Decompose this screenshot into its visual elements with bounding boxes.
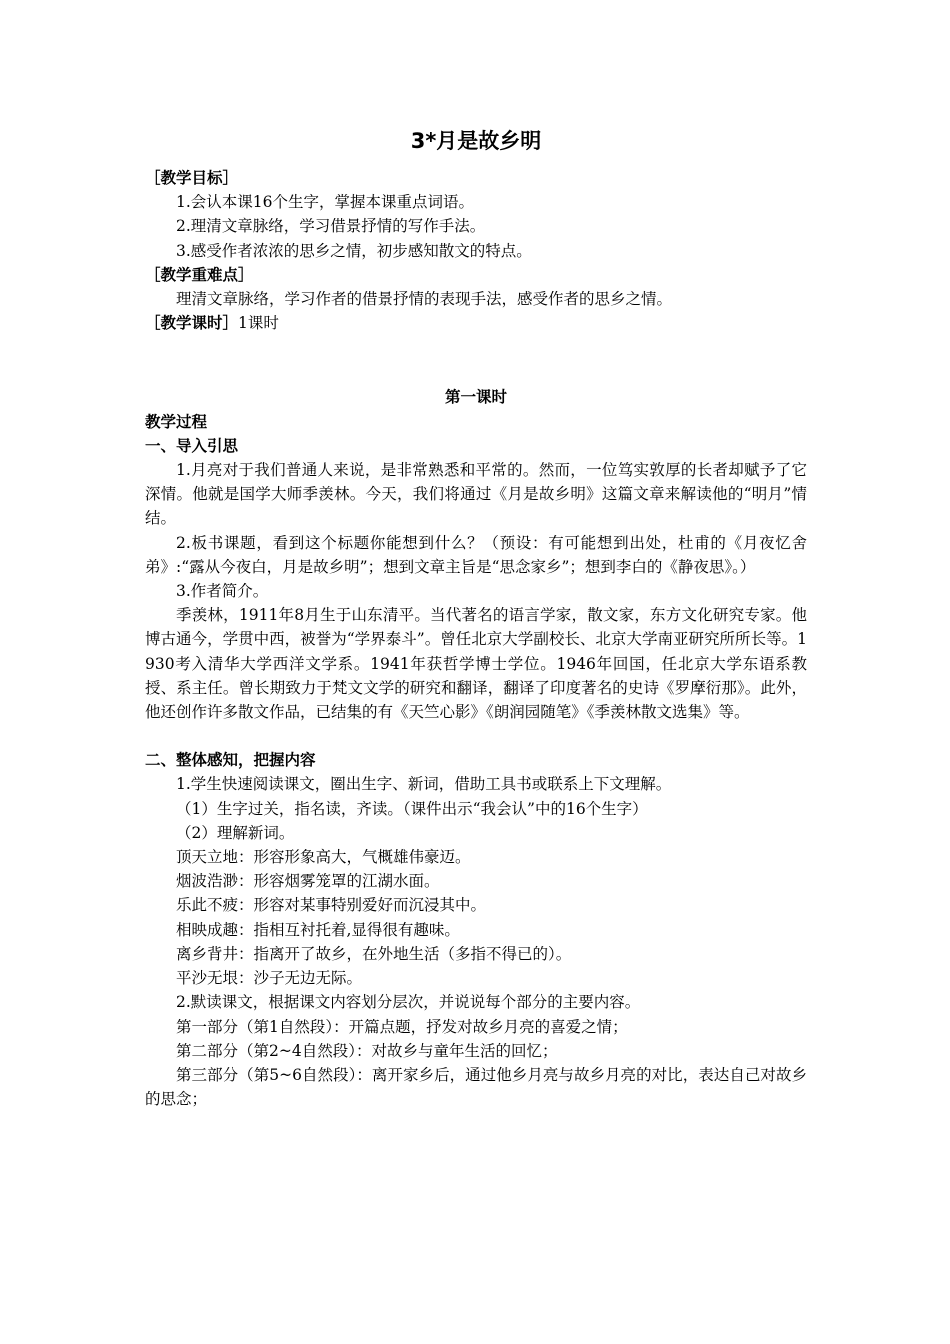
vocab-definition: 烟波浩渺：形容烟雾笼罩的江湖水面。 (176, 872, 440, 891)
structure-part: 第三部分（第5~6自然段）：离开家乡后，通过他乡月亮与故乡月亮的对比，表达自己对故乡的思念； (145, 1065, 807, 1109)
section2-paragraph: 1.学生快速阅读课文，圈出生字、新词，借助工具书或联系上下文理解。 (176, 775, 672, 794)
hours-value: 1课时 (238, 314, 279, 333)
lesson-title: 第一课时 (444, 388, 507, 407)
section1-paragraph: 3.作者简介。 (176, 582, 269, 601)
section2-heading: 二、整体感知，把握内容 (145, 751, 316, 770)
section2-paragraph: 2.默读课文，根据课文内容划分层次，并说说每个部分的主要内容。 (176, 993, 641, 1012)
structure-part: 第二部分（第2~4自然段）：对故乡与童年生活的回忆； (176, 1041, 558, 1060)
vocab-definition: 顶天立地：形容形象高大，气概雄伟豪迈。 (176, 848, 471, 867)
hours-line (145, 311, 807, 335)
hours-heading: ［教学课时］ (145, 314, 239, 333)
document-page (145, 126, 807, 1111)
vocab-definition: 相映成趣：指相互衬托着,显得很有趣味。 (176, 920, 460, 939)
vocab-definition: 乐此不疲：形容对某事特别爱好而沉浸其中。 (176, 896, 487, 915)
section1-paragraph: 季羡林，1911年8月生于山东清平。当代著名的语言学家，散文家，东方文化研究专家。他博古通今，学贯中西，被誉为“学界泰斗”。曾任北京大学副校长、北京大学南亚研究所所长等。1930考入清华大学西洋文学系。1941年获哲学博士学位。1946年回国，任北京大学东语系教授、系主任。曾长期致力于梵文文学的研究和翻译，翻译了印度著名的史诗《罗摩衍那》。此外，他还创作许多散文作品，已结集的有《天竺心影》《朗润园随笔》《季羡林散文选集》等。 (145, 606, 807, 722)
section1-paragraph: 2.板书课题，看到这个标题你能想到什么？（预设：有可能想到出处，杜甫的《月夜忆舍弟》:“露从今夜白，月是故乡明”；想到文章主旨是“思念家乡”；想到李白的《静夜思》。） (145, 533, 807, 576)
process-heading: 教学过程 (145, 412, 208, 431)
section2-paragraph: （2）理解新词。 (176, 823, 295, 842)
section1-heading: 一、导入引思 (145, 436, 239, 455)
document-title: 3*月是故乡明 (410, 129, 542, 153)
vocab-definition: 平沙无垠：沙子无边无际。 (176, 969, 363, 988)
key-points-text: 理清文章脉络，学习作者的借景抒情的表现手法，感受作者的思乡之情。 (176, 290, 673, 309)
objective-item: 3.感受作者浓浓的思乡之情，初步感知散文的特点。 (176, 241, 532, 260)
structure-part: 第一部分（第1自然段）：开篇点题，抒发对故乡月亮的喜爱之情； (176, 1017, 628, 1036)
objective-item: 2.理清文章脉络，学习借景抒情的写作手法。 (176, 217, 486, 236)
section2-paragraph: （1）生字过关，指名读，齐读。（课件出示“我会认”中的16个生字） (176, 799, 648, 818)
objective-item: 1.会认本课16个生字，掌握本课重点词语。 (176, 193, 475, 212)
objectives-heading: ［教学目标］ (145, 169, 239, 187)
vocab-definition: 离乡背井：指离开了故乡，在外地生活（多指不得已的）。 (176, 944, 572, 963)
key-points-heading: ［教学重难点］ (145, 265, 254, 284)
section1-paragraph: 1.月亮对于我们普通人来说，是非常熟悉和平常的。然而，一位笃实敦厚的长者却赋予了它深情。他就是国学大师季羡林。今天，我们将通过《月是故乡明》这篇文章来解读他的“明月”情结。 (145, 461, 807, 528)
